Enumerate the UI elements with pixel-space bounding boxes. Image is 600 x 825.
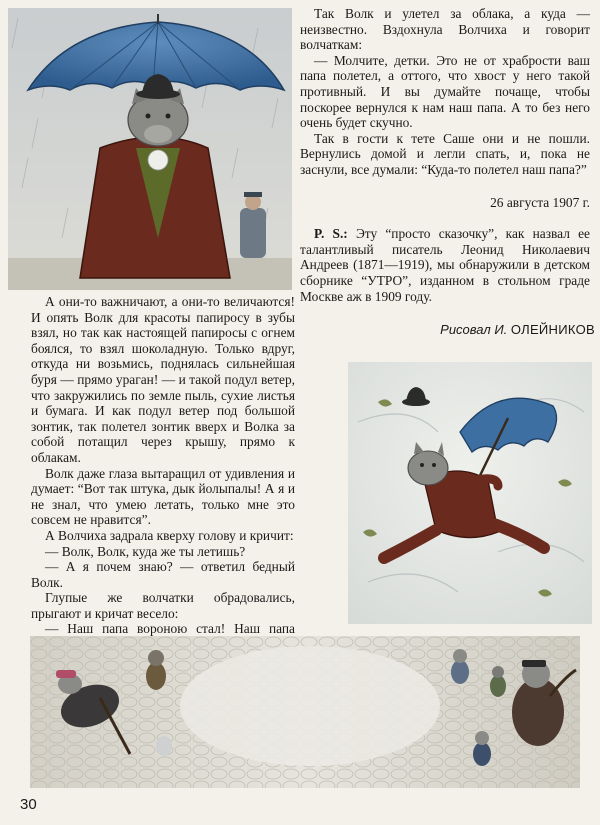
paragraph: Так в гости к тете Саше они и не пошли. Вернулись домой и легли спать, и, пока не заснули, все думали: “Куда-то полетел наш папа?”	[300, 130, 590, 177]
paragraph: Глупые же волчатки обрадовались, прыгают и кричат весело:	[31, 590, 295, 621]
postscript-text: Эту “просто сказочку”, как назвал ее талантливый писатель Леонид Николаевич Андреев (1871—1919), мы обнаружили в детском сборнике “УТРО”, изданном в стольном граде Москве аж в 1909 году.	[300, 226, 590, 304]
credit-prefix: Рисовал И.	[440, 322, 511, 337]
right-column-text	[300, 6, 590, 304]
paragraph: — Наш папа вороною стал! Наш папа	[45, 621, 295, 637]
paragraph: Так Волк и улетел за облака, а куда — неизвестно. Вздохнула Волчиха и говорит волчаткам:	[300, 6, 590, 53]
page-number: 30	[20, 796, 37, 813]
illustration-wolf-flying	[348, 362, 592, 624]
story-date: 26 августа 1907 г.	[490, 194, 590, 210]
illustrator-name: ОЛЕЙНИКОВ	[510, 322, 595, 337]
postscript-label: P. S.:	[314, 226, 348, 242]
paragraph: — Волк, Волк, куда же ты летишь?	[45, 543, 246, 559]
postscript	[300, 226, 590, 304]
paragraph: А Волчиха задрала кверху голову и кричит:	[45, 527, 294, 543]
paragraph: А они-то важничают, а они-то величаются! И опять Волк для красоты папиросу в зубы взял, но так как настоящей папиросы с огнем боялся, то взял шоколадную. Только вдруг, откуда ни возьмись, поднялась сильнейшая буря — прямо ураган! — и такой подул ветер, что закружились по земле пыль, сухие листья и бумага. И как подул ветер под большой зонтик, так полетел зонтик вверх и Волка за собой потащил через крышу, прямо к облакам.	[31, 294, 295, 465]
illustration-wolf-umbrella-rain	[8, 8, 292, 290]
left-column-text	[31, 294, 295, 653]
paragraph: — Молчите, детки. Это не от храбрости ваш папа полетел, а оттого, что хвост у него такой противный. И вы думайте почаще, чтобы поскорее вернулся к нам наш папа. А то без него очень будет скучно.	[300, 52, 590, 131]
paragraph: — А я почем знаю? — ответил бедный Волк.	[31, 559, 295, 590]
illustrator-credit	[420, 322, 595, 337]
illustration-wolf-family	[30, 636, 580, 788]
paragraph: Волк даже глаза вытаращил от удивления и думает: “Вот так штука, дык йолыпалы! А я и не знал, что умею летать, только мне это совсем не нравится”.	[31, 465, 295, 528]
